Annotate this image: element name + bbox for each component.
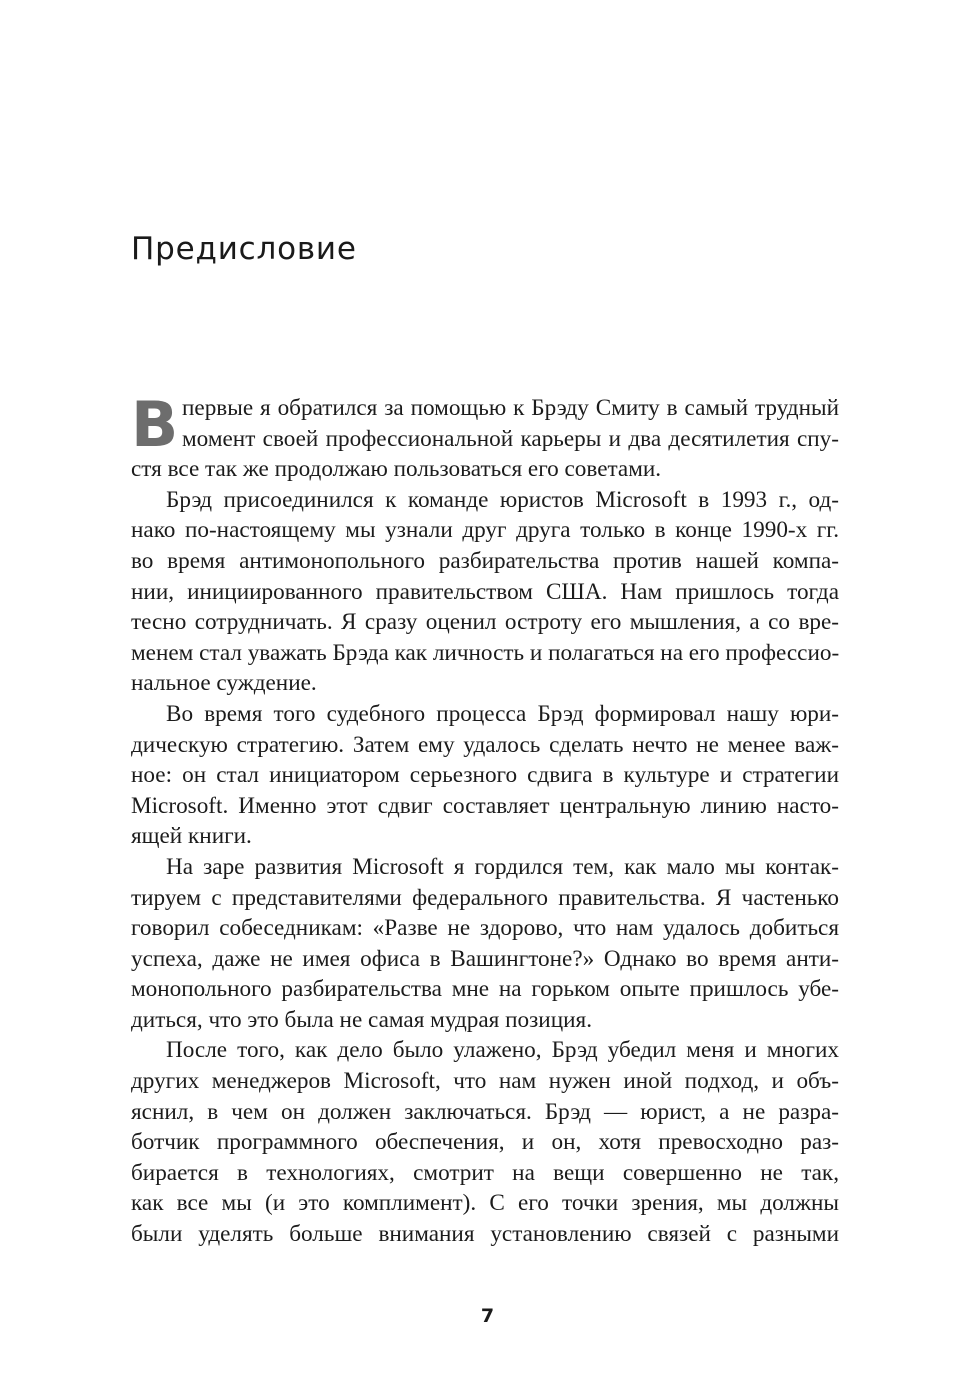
text-line: во время антимонопольного разбирательства против нашей компа-: [131, 547, 839, 574]
text-line: тируем с представителями федерального правительства. Я частенько: [131, 884, 839, 911]
body-text: [131, 388, 839, 1250]
text-line: диться, что это была не самая мудрая позиция.: [131, 1006, 592, 1033]
text-line: ное: он стал инициатором серьезного сдвига в культуре и стратегии: [131, 762, 839, 789]
text-line: нии, инициированного правительством США. Нам пришлось тогда: [131, 578, 839, 605]
text-line: Во время того судебного процесса Брэд формировал нашу юри-: [166, 700, 839, 727]
text-line: успеха, даже не имея офиса в Вашингтоне?» Однако во время анти-: [131, 945, 839, 972]
page-number: 7: [480, 1305, 495, 1327]
text-line: стя все так же продолжаю пользоваться его советами.: [131, 456, 662, 483]
text-line: ящей книги.: [131, 823, 252, 850]
text-line: Брэд присоединился к команде юристов Microsoft в 1993 г., од-: [166, 486, 839, 513]
text-line: На заре развития Microsoft я гордился тем, как мало мы контак-: [166, 853, 839, 880]
text-line: Microsoft. Именно этот сдвиг составляет центральную линию насто-: [131, 792, 839, 819]
text-line: тесно сотрудничать. Я сразу оценил остроту его мышления, а со вре-: [131, 609, 839, 636]
text-line: ботчик программного обеспечения, и он, хотя превосходно раз-: [131, 1129, 839, 1156]
text-line: первые я обратился за помощью к Брэду Смиту в самый трудный: [182, 395, 839, 421]
text-line: монопольного разбирательства мне на горьком опыте пришлось убе-: [131, 976, 839, 1003]
text-line: как все мы (и это комплимент). С его точки зрения, мы должны: [131, 1190, 839, 1217]
text-line: нальное суждение.: [131, 670, 317, 697]
text-line: момент своей профессиональной карьеры и два десятилетия спу-: [182, 425, 839, 452]
text-line: дическую стратегию. Затем ему удалось сделать нечто не менее важ-: [131, 731, 839, 758]
text-line: были уделять больше внимания установлению связей с разными: [131, 1221, 839, 1248]
text-line: яснил, в чем он должен заключаться. Брэд — юрист, а не разра-: [131, 1098, 839, 1125]
text-line: После того, как дело было улажено, Брэд убедил меня и многих: [166, 1037, 839, 1064]
text-line: говорил собеседникам: «Разве не здорово, что нам удалось добиться: [131, 915, 839, 942]
drop-cap: В: [131, 388, 179, 461]
text-line: других менеджеров Microsoft, что нам нужен иной подход, и объ-: [131, 1068, 839, 1095]
chapter-title: Предисловие: [131, 231, 357, 267]
text-line: бирается в технологиях, смотрит на вещи совершенно не так,: [131, 1159, 839, 1186]
text-line: менем стал уважать Брэда как личность и полагаться на его профессио-: [131, 639, 839, 666]
text-line: нако по-настоящему мы узнали друг друга только в конце 1990-х гг.: [131, 517, 839, 544]
